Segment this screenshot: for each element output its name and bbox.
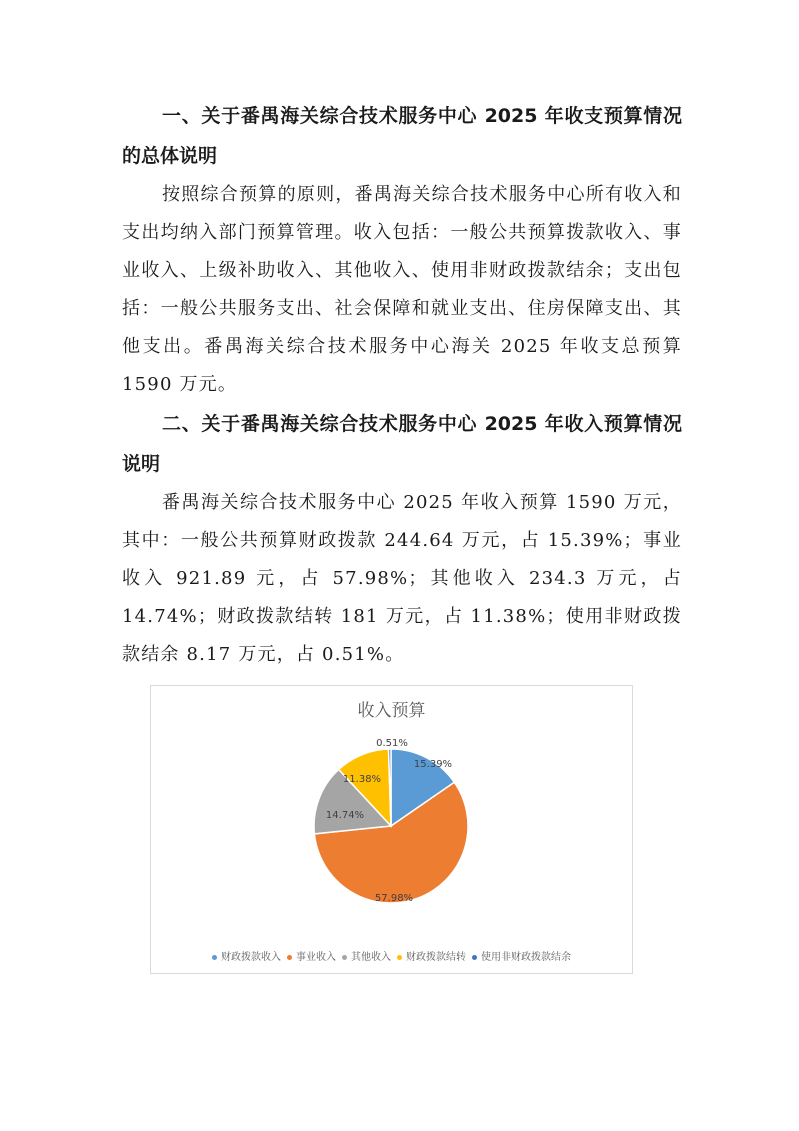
legend-label-2: 其他收入 (351, 952, 391, 963)
document-body (122, 96, 682, 674)
legend-item-2 (342, 948, 391, 963)
section-paragraph-2: 番禺海关综合技术服务中心 2025 年收入预算 1590 万元，其中：一般公共预算财政拨款 244.64 万元，占 15.39%；事业收入 921.89 元，占 57.98%；其他收入 234.3 万元，占 14.74%；财政拨款结转 181 万元，占 11.38%；使用非财政拨款结余 8.17 万元，占 0.51%。 (122, 492, 682, 665)
legend-label-4: 使用非财政拨款结余 (481, 952, 571, 963)
pie-chart-canvas (151, 686, 632, 973)
chart-legend (151, 948, 632, 963)
section-paragraph-1: 按照综合预算的原则，番禺海关综合技术服务中心所有收入和支出均纳入部门预算管理。收入包括：一般公共预算拨款收入、事业收入、上级补助收入、其他收入、使用非财政拨款结余；支出包括：一般公共服务支出、社会保障和就业支出、住房保障支出、其他支出。番禺海关综合技术服务中心海关 2025 年收支总预算 1590 万元。 (122, 184, 682, 395)
legend-marker-4 (472, 955, 477, 960)
legend-label-0: 财政拨款收入 (221, 952, 281, 963)
slice-label-1: 57.98% (374, 893, 414, 904)
slice-label-0: 15.39% (413, 759, 453, 770)
legend-item-1 (287, 948, 336, 963)
section-heading-1: 一、关于番禺海关综合技术服务中心 2025 年收支预算情况的总体说明 (122, 105, 682, 167)
legend-label-3: 财政拨款结转 (406, 952, 466, 963)
legend-marker-3 (397, 955, 402, 960)
legend-label-1: 事业收入 (296, 952, 336, 963)
slice-label-4: 0.51% (376, 738, 408, 749)
slice-label-2: 14.74% (325, 810, 365, 821)
slice-label-3: 11.38% (342, 774, 382, 785)
legend-item-4 (472, 948, 571, 963)
legend-marker-1 (287, 955, 292, 960)
section-heading-2: 二、关于番禺海关综合技术服务中心 2025 年收入预算情况说明 (122, 413, 682, 475)
income-budget-pie-chart (150, 685, 633, 974)
legend-marker-0 (212, 955, 217, 960)
legend-item-3 (397, 948, 466, 963)
chart-title: 收入预算 (357, 701, 426, 721)
legend-item-0 (212, 948, 281, 963)
legend-marker-2 (342, 955, 347, 960)
